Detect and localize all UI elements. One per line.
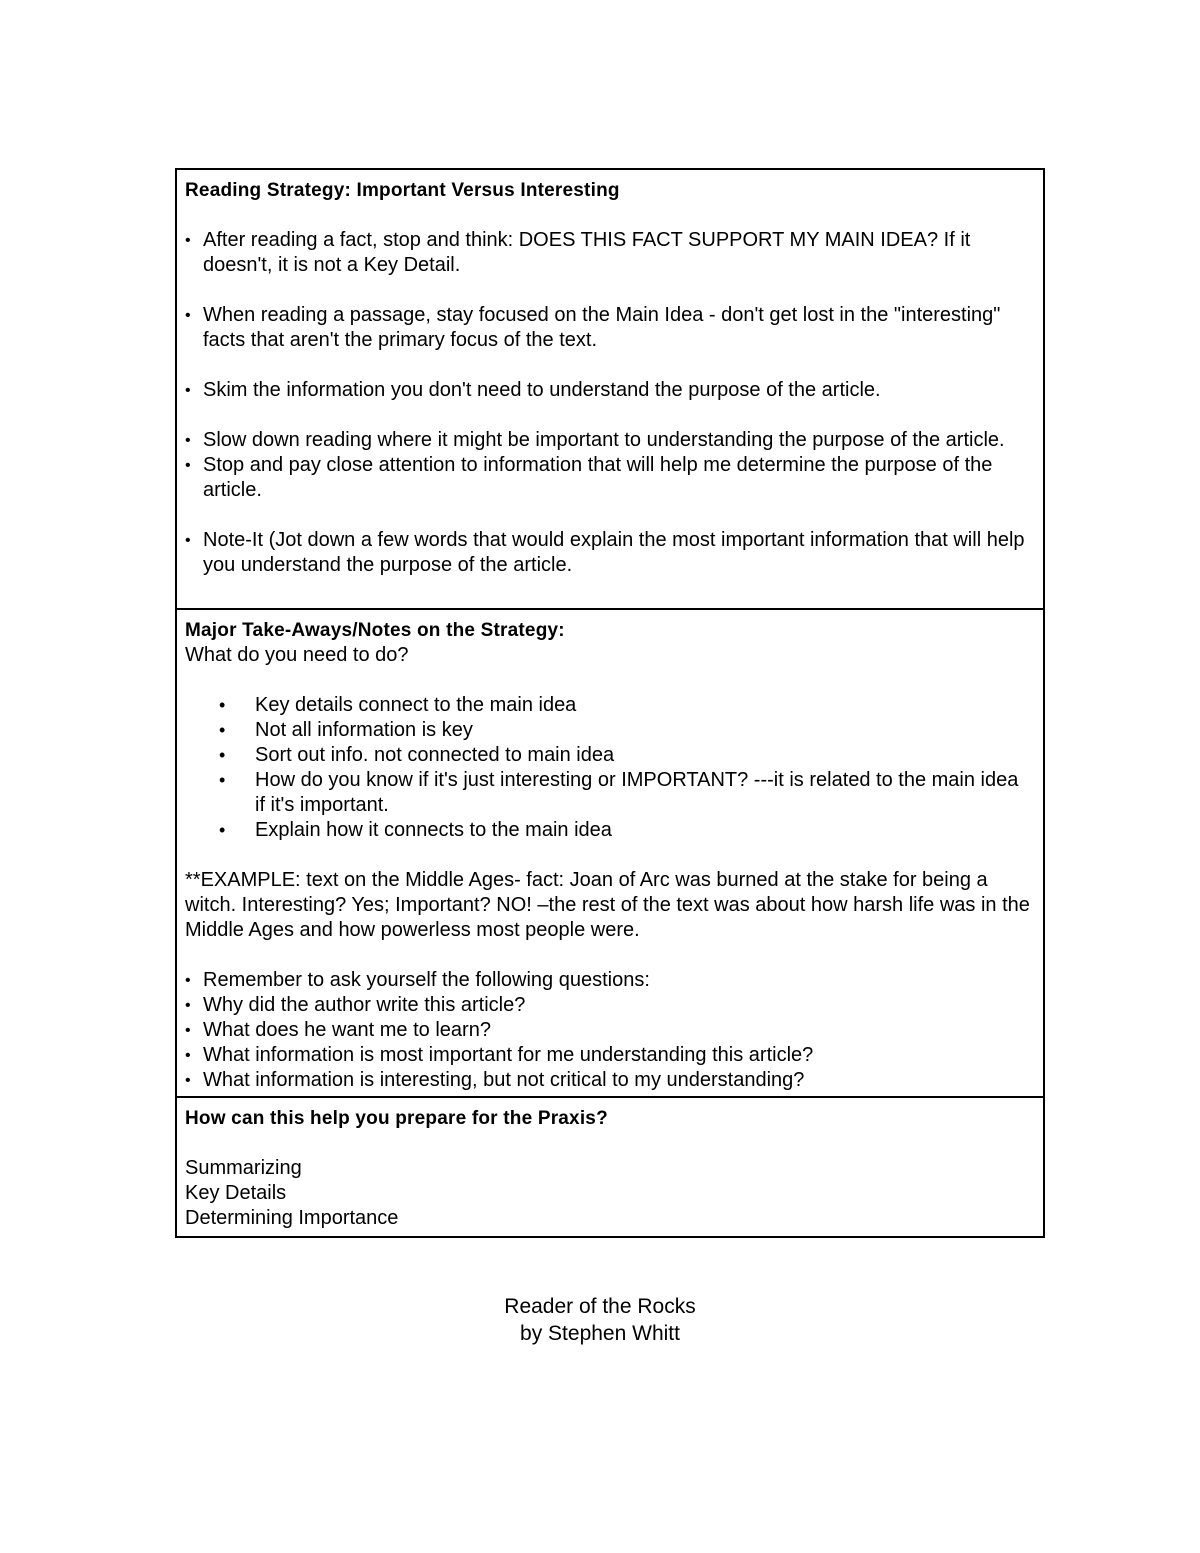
list-item: • Stop and pay close attention to information that will help me determine the purpose of the article. [185,454,993,501]
praxis-item: Key Details [185,1182,287,1204]
bullet-marker: • [219,820,226,840]
bullet-marker: • [185,1047,191,1064]
bullet-marker: • [185,432,191,449]
takeaways-section [177,608,1043,1096]
question-text: What do you need to do? [185,644,409,666]
list-item: • How do you know if it's just interesting or IMPORTANT? ---it is related to the main idea if it's important. [219,769,1019,816]
example-paragraph: **EXAMPLE: text on the Middle Ages- fact: Joan of Arc was burned at the stake for being a witch. Interesting? Yes; Important? NO! –the rest of the text was about how harsh life was in the Middle Ages and how powerless most people were. [185,869,1030,941]
list-item: • What information is interesting, but not critical to my understanding? [185,1069,805,1091]
list-item: • Skim the information you don't need to understand the purpose of the article. [185,379,881,401]
list-item: • Slow down reading where it might be important to understanding the purpose of the article. [185,429,1005,451]
bullet-marker: • [185,1072,191,1089]
praxis-item: Determining Importance [185,1207,399,1229]
bullet-marker: • [219,695,226,715]
section-heading: Reading Strategy: Important Versus Interesting [185,180,620,201]
bullet-marker: • [185,972,191,989]
bullet-marker: • [185,232,191,249]
list-item: • Note-It (Jot down a few words that would explain the most important information that will help you understand the purpose of the article. [185,529,1025,576]
list-item: • Explain how it connects to the main idea [219,819,612,841]
book-author: by Stephen Whitt [520,1322,680,1345]
footer [0,1293,1200,1347]
section-heading: How can this help you prepare for the Praxis? [185,1108,608,1129]
list-item: • Key details connect to the main idea [219,694,577,716]
bullet-marker: • [185,532,191,549]
praxis-item: Summarizing [185,1157,302,1179]
bullet-marker: • [219,770,226,790]
praxis-section [177,1096,1043,1236]
bullet-marker: • [185,382,191,399]
list-item: • When reading a passage, stay focused on the Main Idea - don't get lost in the "interesting" facts that aren't the primary focus of the text. [185,304,1001,351]
list-item: • Remember to ask yourself the following questions: [185,969,650,991]
reading-strategy-section [177,170,1043,608]
list-item: • Why did the author write this article? [185,994,526,1016]
bullet-marker: • [219,720,226,740]
list-item: • What information is most important for me understanding this article? [185,1044,814,1066]
bullet-marker: • [185,307,191,324]
book-title: Reader of the Rocks [504,1295,696,1318]
list-item: • Sort out info. not connected to main idea [219,744,615,766]
strategy-table [175,168,1045,1238]
bullet-marker: • [185,1022,191,1039]
bullet-marker: • [185,457,191,474]
bullet-marker: • [185,997,191,1014]
list-item: • After reading a fact, stop and think: DOES THIS FACT SUPPORT MY MAIN IDEA? If it doesn't, it is not a Key Detail. [185,229,971,276]
bullet-marker: • [219,745,226,765]
section-heading: Major Take-Aways/Notes on the Strategy: [185,620,565,641]
list-item: • Not all information is key [219,719,473,741]
list-item: • What does he want me to learn? [185,1019,491,1041]
